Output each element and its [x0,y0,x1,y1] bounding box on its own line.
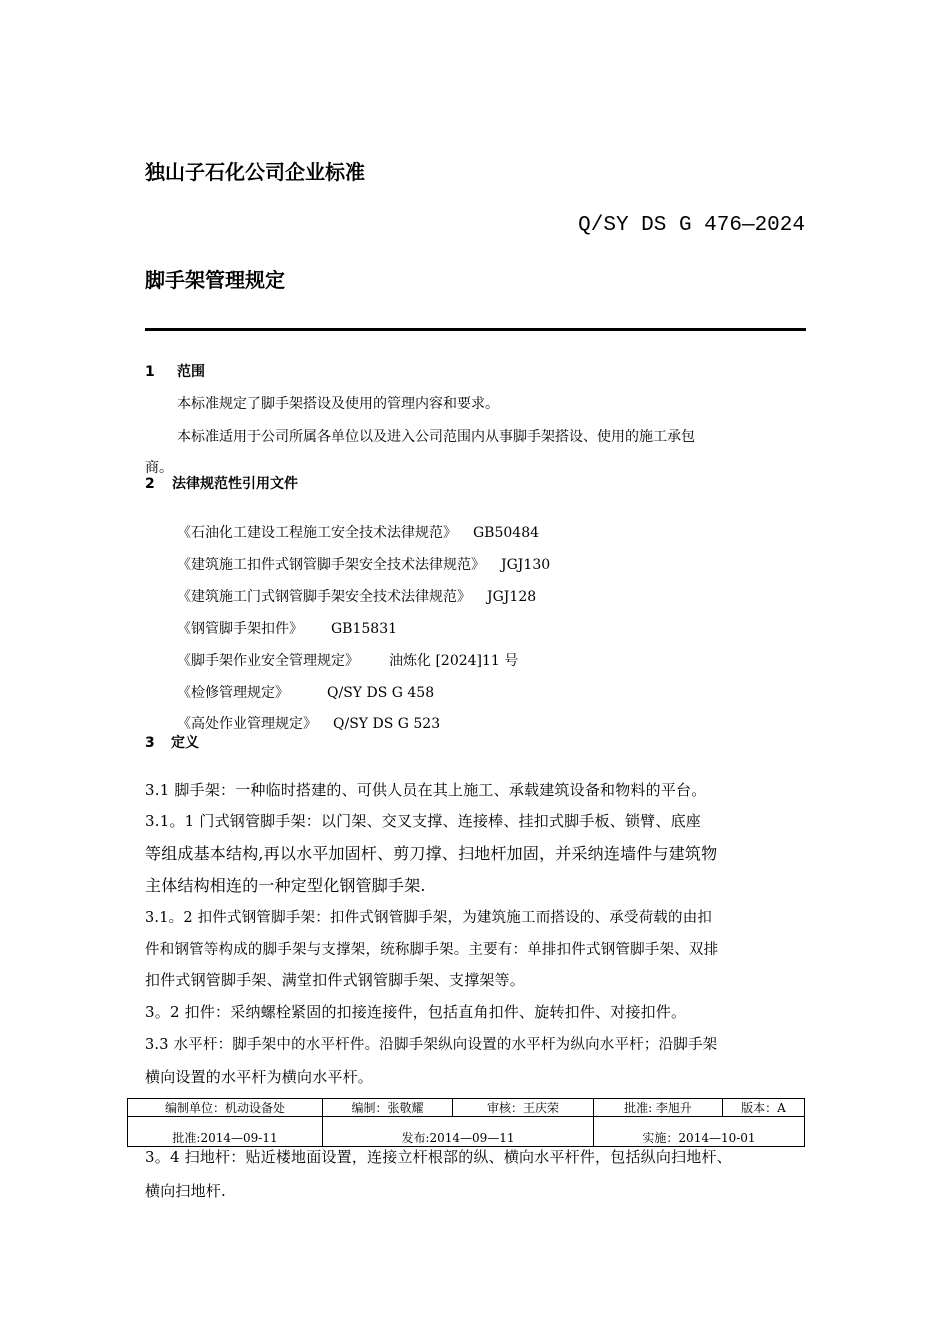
section-3-heading [145,732,199,752]
section-2-title: 法律规范性引用文件 [172,476,298,492]
reference-name: 《钢管脚手架扣件》 [177,621,303,637]
reference-item [177,522,539,542]
definition-line: 3.1。2 扣件式钢管脚手架：扣件式钢管脚手架，为建筑施工而搭设的、承受荷载的由扣 [145,910,713,926]
section-2-number: 2 [145,476,155,492]
reference-code: JGJ130 [501,557,551,573]
reference-name: 《检修管理规定》 [177,685,289,701]
reference-item [177,554,550,574]
definition-line: 3.1 脚手架：一种临时搭建的、可供人员在其上施工、承载建筑设备和物料的平台。 [145,781,707,799]
approve-date-cell: 批准:2014—09-11 [128,1117,323,1147]
reference-item [177,618,397,638]
definition-line: 横向设置的水平杆为横向水平杆。 [145,1068,374,1086]
reference-item [177,713,440,733]
approval-table [127,1098,805,1147]
version-cell: 版本：A [723,1099,805,1117]
standard-code: Q/SY DS G 476—2024 [578,214,805,237]
definition-line: 扣件式钢管脚手架、满堂扣件式钢管脚手架、支撑架等。 [145,971,526,989]
reference-item [177,650,518,670]
approver-cell: 批准: 李旭升 [594,1099,723,1117]
effective-date-cell: 实施：2014—10-01 [594,1117,805,1147]
reference-name: 《建筑施工扣件式钢管脚手架安全技术法律规范》 [177,557,485,573]
reference-code: GB15831 [331,621,398,637]
reference-item [177,586,536,606]
reference-item [177,682,434,702]
reference-code: 油炼化 [2024]11 号 [389,653,519,669]
section-1-paragraph-2: 本标准适用于公司所属各单位以及进入公司范围内从事脚手架搭设、使用的施工承包 [177,429,695,445]
section-1-title: 范围 [177,364,205,380]
definition-line: 件和钢管等构成的脚手架与支撑架，统称脚手架。主要有：单排扣件式钢管脚手架、双排 [145,942,719,958]
compile-unit-cell: 编制单位：机动设备处 [128,1099,323,1117]
section-3-title: 定义 [171,735,199,751]
definition-line: 3.3 水平杆：脚手架中的水平杆件。沿脚手架纵向设置的水平杆为纵向水平杆；沿脚手架 [145,1037,718,1053]
definition-line: 3.1。1 门式钢管脚手架：以门架、交叉支撑、连接棒、挂扣式脚手板、锁臂、底座 [145,812,701,830]
section-1-number: 1 [145,364,155,380]
definition-line: 横向扫地杆. [145,1182,226,1200]
compiler-cell: 编制：张敬耀 [323,1099,453,1117]
section-2-heading [145,473,298,493]
reference-code: JGJ128 [487,589,537,605]
definition-line: 3。2 扣件：采纳螺栓紧固的扣接连接件，包括直角扣件、旋转扣件、对接扣件。 [145,1003,687,1021]
publish-date-cell: 发布:2014—09—11 [323,1117,594,1147]
reference-code: GB50484 [473,525,540,541]
definition-line: 主体结构相连的一种定型化钢管脚手架. [145,876,426,895]
company-standard-heading: 独山子石化公司企业标准 [145,160,365,184]
reference-name: 《建筑施工门式钢管脚手架安全技术法律规范》 [177,589,471,605]
section-1-heading [145,361,205,381]
reviewer-cell: 审核：王庆荣 [453,1099,594,1117]
definition-line: 等组成基本结构,再以水平加固杆、剪刀撑、扫地杆加固，并采纳连墙件与建筑物 [145,844,718,863]
document-title: 脚手架管理规定 [145,268,285,292]
section-1-paragraph-2-cont: 商。 [145,460,173,476]
reference-name: 《石油化工建设工程施工安全技术法律规范》 [177,525,457,541]
section-1-paragraph-1: 本标准规定了脚手架搭设及使用的管理内容和要求。 [177,396,499,412]
section-3-number: 3 [145,735,155,751]
reference-code: Q/SY DS G 458 [327,685,435,701]
reference-name: 《脚手架作业安全管理规定》 [177,653,359,669]
definition-line: 3。4 扫地杆：贴近楼地面设置，连接立杆根部的纵、横向水平杆件，包括纵向扫地杆、 [145,1148,732,1166]
reference-name: 《高处作业管理规定》 [177,716,317,732]
header-divider [145,328,806,331]
reference-code: Q/SY DS G 523 [333,716,441,732]
